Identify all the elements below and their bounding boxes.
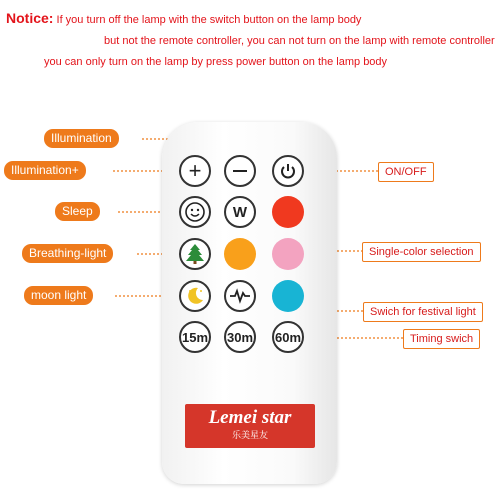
label-illumination: Illumination bbox=[44, 129, 119, 148]
color-cyan-button[interactable] bbox=[272, 280, 304, 312]
label-timing: Timing swich bbox=[403, 329, 480, 349]
timer-30-label: 30m bbox=[226, 329, 254, 345]
white-light-button[interactable] bbox=[224, 196, 256, 228]
label-festival: Swich for festival light bbox=[363, 302, 483, 322]
timer-30-button[interactable] bbox=[224, 321, 256, 353]
label-moon-light: moon light bbox=[24, 286, 93, 305]
timer-60-label: 60m bbox=[274, 329, 302, 345]
label-sleep: Sleep bbox=[55, 202, 100, 221]
color-pink-button[interactable] bbox=[272, 238, 304, 270]
timer-15-label: 15m bbox=[181, 329, 209, 345]
remote-controller bbox=[162, 122, 337, 484]
label-illumination-plus: Illumination+ bbox=[4, 161, 86, 180]
moon-light-button[interactable] bbox=[179, 280, 211, 312]
color-orange-button[interactable] bbox=[224, 238, 256, 270]
festival-light-button[interactable] bbox=[224, 280, 256, 312]
smiley-icon bbox=[184, 201, 206, 223]
color-red-button[interactable] bbox=[272, 196, 304, 228]
minus-icon bbox=[233, 170, 247, 172]
label-single-color: Single-color selection bbox=[362, 242, 481, 262]
illumination-plus-button[interactable] bbox=[179, 155, 211, 187]
notice-line-2: but not the remote controller, you can not turn on the lamp with remote controller bbox=[104, 35, 495, 47]
power-button[interactable] bbox=[272, 155, 304, 187]
timer-60-button[interactable] bbox=[272, 321, 304, 353]
label-on-off: ON/OFF bbox=[378, 162, 434, 182]
notice-line-1: If you turn off the lamp with the switch button on the lamp body bbox=[56, 14, 362, 26]
timer-15-button[interactable] bbox=[179, 321, 211, 353]
brand-name: Lemei star bbox=[208, 407, 292, 428]
sleep-button[interactable] bbox=[179, 196, 211, 228]
notice-line-3: you can only turn on the lamp by press power button on the lamp body bbox=[44, 56, 388, 68]
moon-icon bbox=[184, 285, 206, 307]
w-label: W bbox=[232, 203, 248, 221]
breathing-light-button[interactable] bbox=[179, 238, 211, 270]
notice-heading: Notice: bbox=[6, 10, 54, 26]
power-icon bbox=[279, 162, 297, 180]
pulse-icon bbox=[229, 288, 251, 304]
brand-logo bbox=[185, 404, 315, 448]
plus-icon: + bbox=[188, 158, 202, 183]
tree-icon bbox=[185, 243, 205, 265]
brand-subtitle: 乐美星友 bbox=[231, 430, 268, 440]
label-breathing-light: Breathing-light bbox=[22, 244, 113, 263]
illumination-minus-button[interactable] bbox=[224, 155, 256, 187]
